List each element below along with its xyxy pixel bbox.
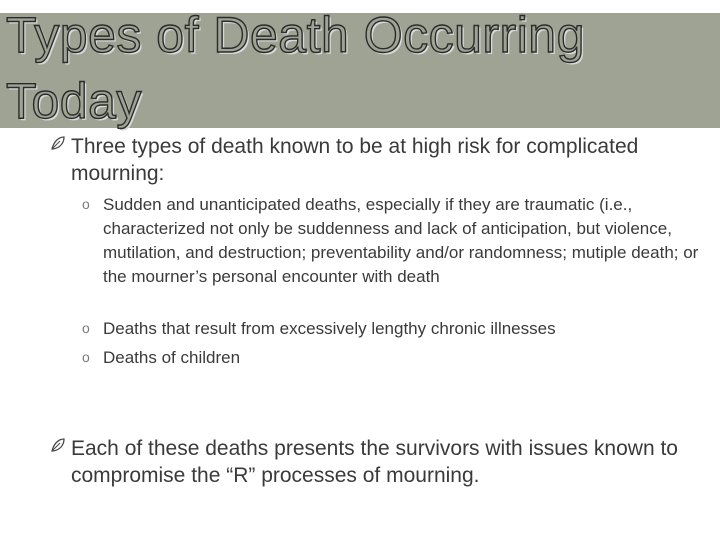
bullet-circle-icon: o [82,320,90,336]
sub-bullet-text: Deaths that result from excessively lengthy chronic illnesses [103,319,556,338]
bullet-text: Three types of death known to be at high risk for complicated mourning: [71,135,639,185]
slide-title: Types of Death Occurring Today [6,7,585,129]
bullet-leaf-icon [50,135,66,151]
sub-bullet-text: Deaths of children [103,348,241,367]
sub-bullet-text: Sudden and unanticipated deaths, especially if they are traumatic (i.e., characterized not only be suddenness and lack of anticipation, but violence, mutilation, and destruction; preventability and/or randomness; mutiple death; or the mourner’s personal encounter with death [103,195,699,286]
bullet-circle-icon: o [82,196,90,212]
bullet-leaf-icon [50,437,66,453]
bullet-text: Each of these deaths presents the survivors with issues known to compromise the “R” processes of mourning. [71,437,678,487]
bullet-circle-icon: o [82,349,90,365]
